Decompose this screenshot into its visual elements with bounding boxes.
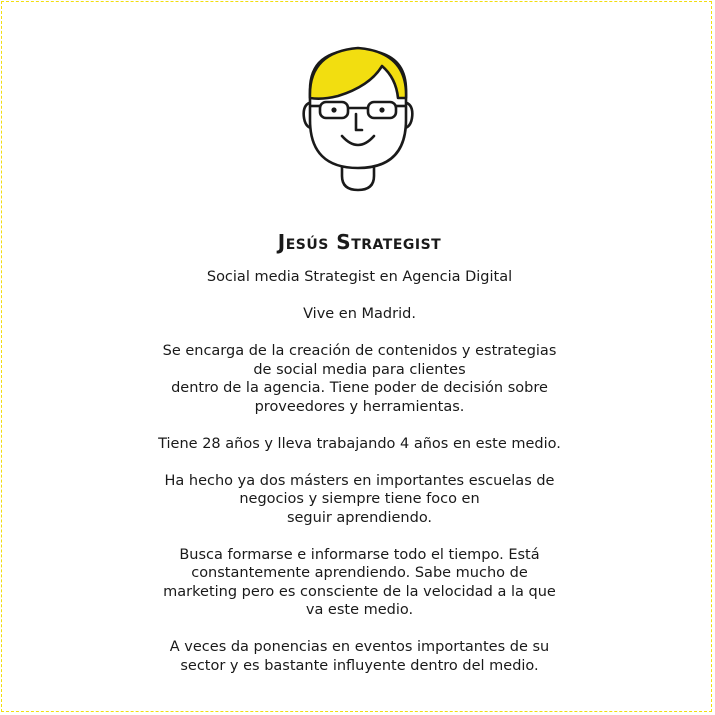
bio-line: va este medio.	[305, 602, 414, 618]
persona-name: Jesús Strategist	[277, 230, 442, 254]
persona-avatar-icon	[298, 42, 418, 194]
bio-line: Tiene 28 años y lleva trabajando 4 años en este medio.	[158, 435, 561, 452]
bio-line: sector y es bastante influyente dentro del medio.	[180, 657, 539, 674]
bio-line: de social media para clientes	[253, 361, 466, 378]
bio-line: Se encarga de la creación de contenidos y estrategias	[162, 343, 557, 359]
bio-paragraph	[140, 268, 580, 287]
bio-line: Social media Strategist en Agencia Digital	[206, 269, 513, 285]
bio-line: seguir aprendiendo.	[286, 509, 433, 526]
bio-paragraph	[140, 638, 580, 675]
bio-paragraph	[140, 472, 580, 528]
bio-paragraph	[140, 305, 580, 324]
bio-line: constantemente aprendiendo. Sabe mucho de	[191, 565, 528, 581]
persona-bio	[2, 268, 715, 675]
bio-line: proveedores y herramientas.	[254, 398, 465, 415]
bio-line: Ha hecho ya dos másters en importantes escuelas de	[164, 472, 555, 489]
bio-paragraph	[140, 435, 580, 454]
bio-paragraph	[140, 342, 580, 416]
bio-line: marketing pero es consciente de la velocidad a la que	[163, 583, 556, 600]
bio-line: negocios y siempre tiene foco en	[239, 491, 480, 507]
bio-line: dentro de la agencia. Tiene poder de decisión sobre	[171, 380, 548, 396]
persona-card	[1, 1, 712, 712]
bio-line: A veces da ponencias en eventos importantes de su	[169, 639, 550, 655]
bio-line: Busca formarse e informarse todo el tiempo. Está	[179, 546, 540, 563]
bio-line: Vive en Madrid.	[303, 306, 416, 322]
bio-paragraph	[140, 546, 580, 620]
